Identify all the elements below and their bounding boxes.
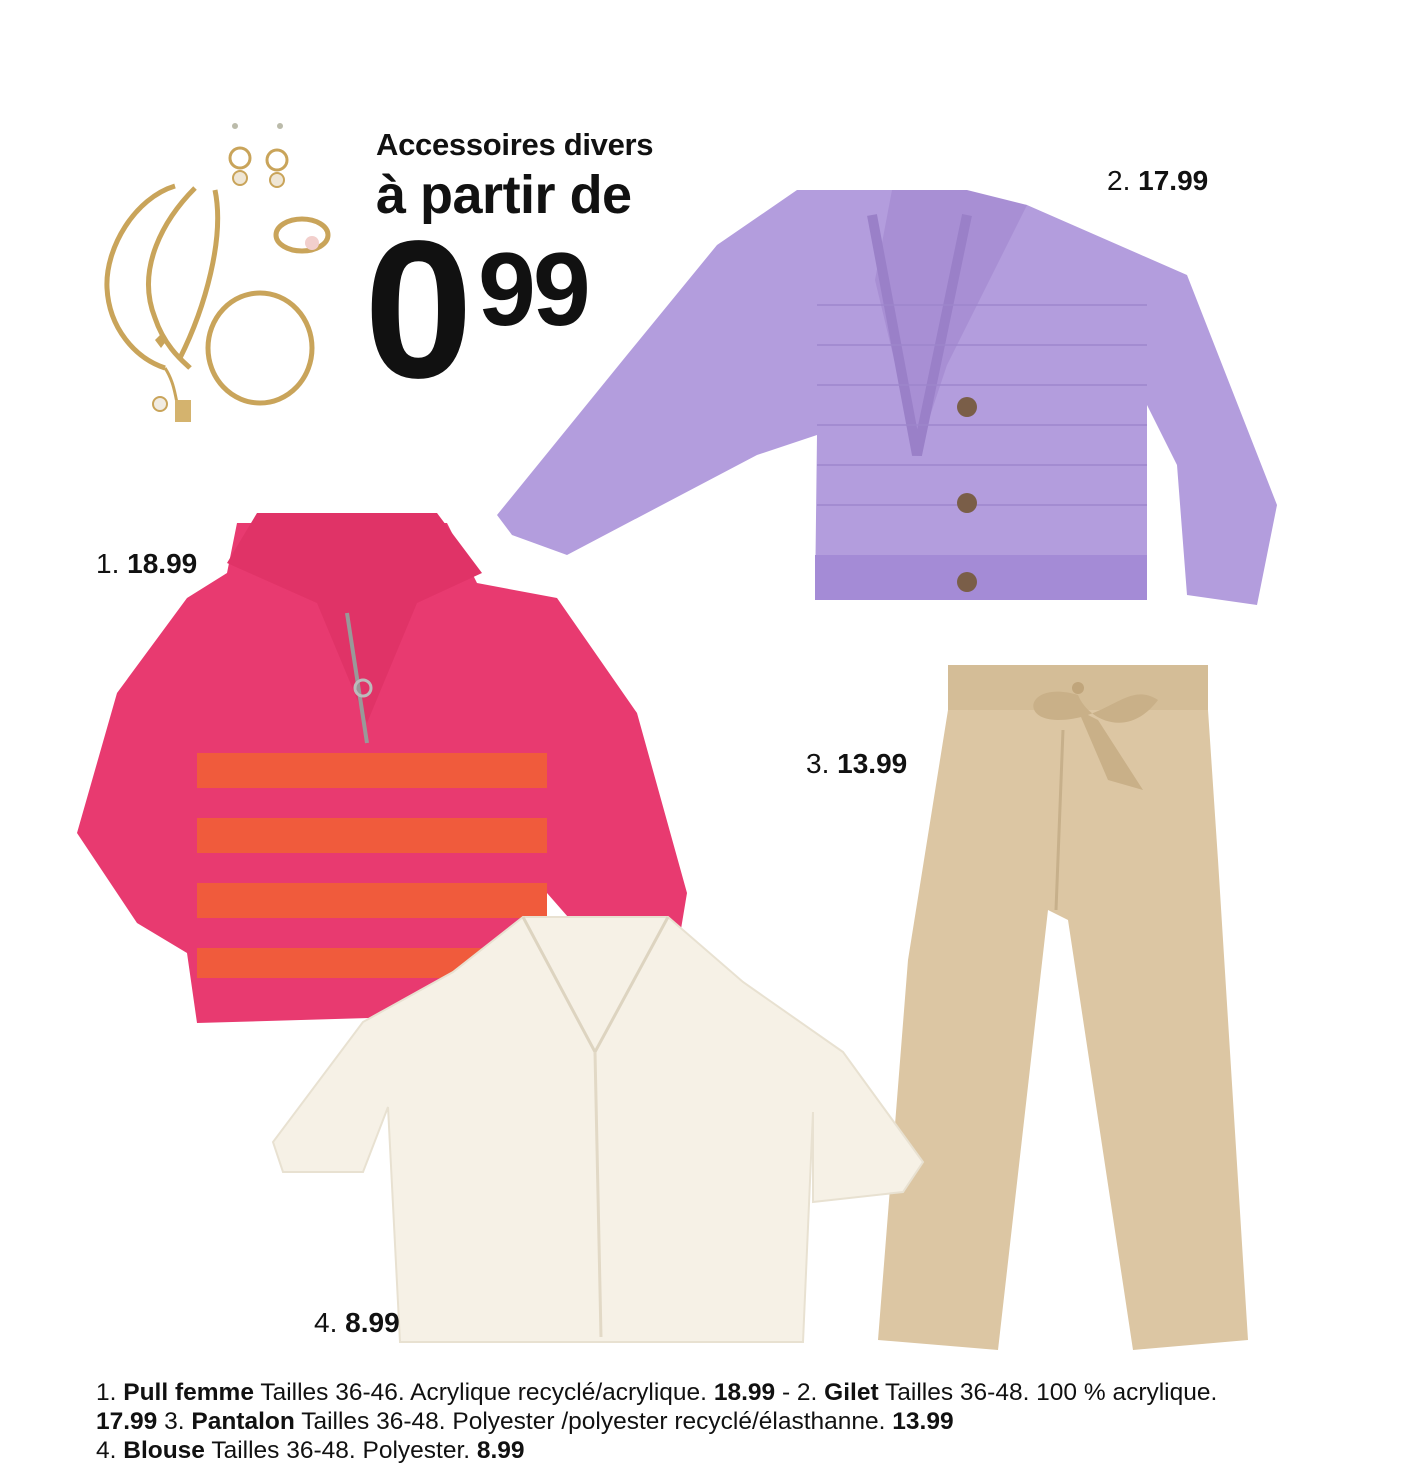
desc-num: 4. (96, 1437, 117, 1464)
desc-product-name: Pantalon (191, 1408, 295, 1435)
price-label-value: 13.99 (837, 748, 908, 779)
desc-price: 17.99 (96, 1408, 158, 1435)
product-description (96, 1378, 1256, 1465)
price-label-3 (806, 748, 907, 780)
price-label-number: 1. (96, 548, 120, 579)
accessories-subtitle: à partir de (376, 165, 632, 225)
price-label-1 (96, 548, 197, 580)
price-label-value: 18.99 (127, 548, 198, 579)
desc-num: 2. (796, 1379, 818, 1406)
desc-text: Tailles 36-48. Polyester /polyester recyclé/élasthanne. (301, 1408, 886, 1435)
price-label-number: 4. (314, 1307, 338, 1338)
desc-product-name: Blouse (123, 1437, 205, 1464)
jewelry-image (95, 118, 360, 438)
desc-product-name: Gilet (824, 1379, 879, 1406)
price-integer: 0 (364, 200, 468, 419)
beige-trousers-image (878, 660, 1258, 1360)
desc-num: 3. (164, 1408, 185, 1435)
price-label-number: 3. (806, 748, 830, 779)
desc-text: Tailles 36-46. Acrylique recyclé/acrylique. (260, 1379, 707, 1406)
desc-price: 13.99 (892, 1408, 954, 1435)
desc-text: Tailles 36-48. Polyester. (211, 1437, 471, 1464)
desc-price: 8.99 (476, 1437, 525, 1464)
accessories-title: Accessoires divers (376, 127, 654, 162)
price-label-2 (1107, 165, 1208, 197)
price-decimals: 99 (478, 232, 588, 348)
desc-num: 1. (96, 1379, 117, 1406)
white-blouse-image (273, 912, 933, 1342)
desc-separator: - (781, 1379, 791, 1406)
price-label-4 (314, 1307, 400, 1339)
price-label-value: 17.99 (1138, 165, 1209, 196)
desc-product-name: Pull femme (123, 1379, 254, 1406)
price-label-value: 8.99 (345, 1307, 400, 1338)
desc-price: 18.99 (713, 1379, 776, 1406)
price-label-number: 2. (1107, 165, 1131, 196)
desc-text: Tailles 36-48. 100 % acrylique. (885, 1379, 1218, 1406)
